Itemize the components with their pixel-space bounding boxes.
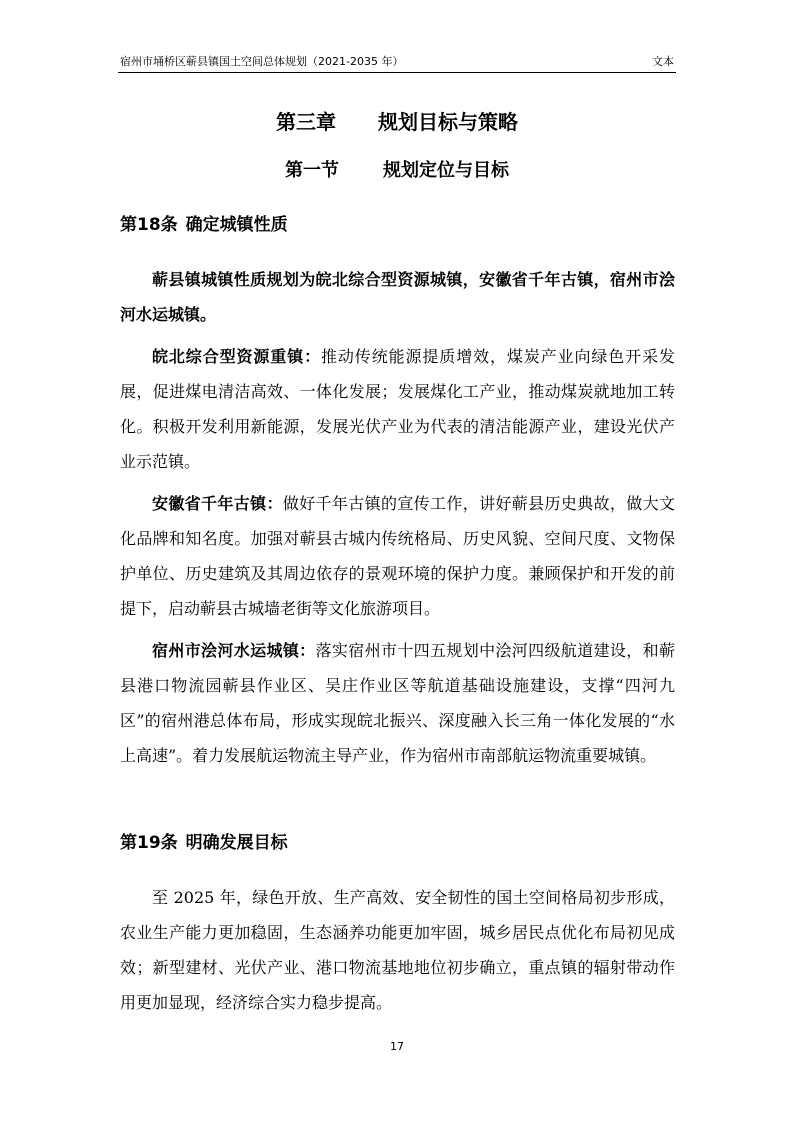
chapter-title: 规划目标与策略 [378,110,518,134]
article-18-item-3 [120,633,675,773]
article-19-title: 明确发展目标 [185,833,288,853]
article-19-heading [120,830,288,856]
article-18-item-1 [120,339,675,479]
article-18-number: 第18条 [120,215,178,235]
section-heading [118,157,676,185]
article-18-heading [120,212,288,238]
item-1-text: 推动传统能源提质增效，煤炭产业向绿色开采发展，促进煤电清洁高效、一体化发展；发展煤化工产业，推动煤炭就地加工转化。积极开发利用新能源，发展光伏产业为代表的清洁能源产业，建设光伏产业示范镇。 [120,347,675,471]
item-1-label: 皖北综合型资源重镇： [152,347,321,366]
section-number: 第一节 [285,160,339,181]
document-type: 文本 [652,55,674,68]
page-header [118,55,676,73]
section-title: 规划定位与目标 [383,160,509,181]
document-title: 宿州市埇桥区蕲县镇国土空间总体规划（2021-2035 年） [120,55,404,68]
chapter-heading [118,107,676,137]
article-19-number: 第19条 [120,833,178,853]
article-18-item-2 [120,486,675,626]
article-19-text: 至 2025 年，绿色开放、生产高效、安全韧性的国土空间格局初步形成，农业生产能力更加稳固，生态涵养功能更加牢固，城乡居民点优化布局初见成效；新型建材、光伏产业、港口物流基地地位初步确立，重点镇的辐射带动作用更加显现，经济综合实力稳步提高。 [120,888,675,1012]
item-2-label: 安徽省千年古镇： [152,494,283,513]
item-2-text: 做好千年古镇的宣传工作，讲好蕲县历史典故，做大文化品牌和知名度。加强对蕲县古城内传统格局、历史风貌、空间尺度、文物保护单位、历史建筑及其周边依存的景观环境的保护力度。兼顾保护和开发的前提下，启动蕲县古城墙老街等文化旅游项目。 [120,494,675,618]
item-3-text: 落实宿州市十四五规划中浍河四级航道建设，和蕲县港口物流园蕲县作业区、吴庄作业区等航道基础设施建设，支撑“四河九区”的宿州港总体布局，形成实现皖北振兴、深度融入长三角一体化发展的“水上高速”。着力发展航运物流主导产业，作为宿州市南部航运物流重要城镇。 [120,641,675,765]
article-18-title: 确定城镇性质 [185,215,288,235]
article-18-lead: 蕲县镇城镇性质规划为皖北综合型资源城镇，安徽省千年古镇，宿州市浍河水运城镇。 [120,270,675,324]
chapter-number: 第三章 [276,110,336,134]
item-3-label: 宿州市浍河水运城镇： [152,641,316,660]
page-number: 17 [390,1040,404,1053]
